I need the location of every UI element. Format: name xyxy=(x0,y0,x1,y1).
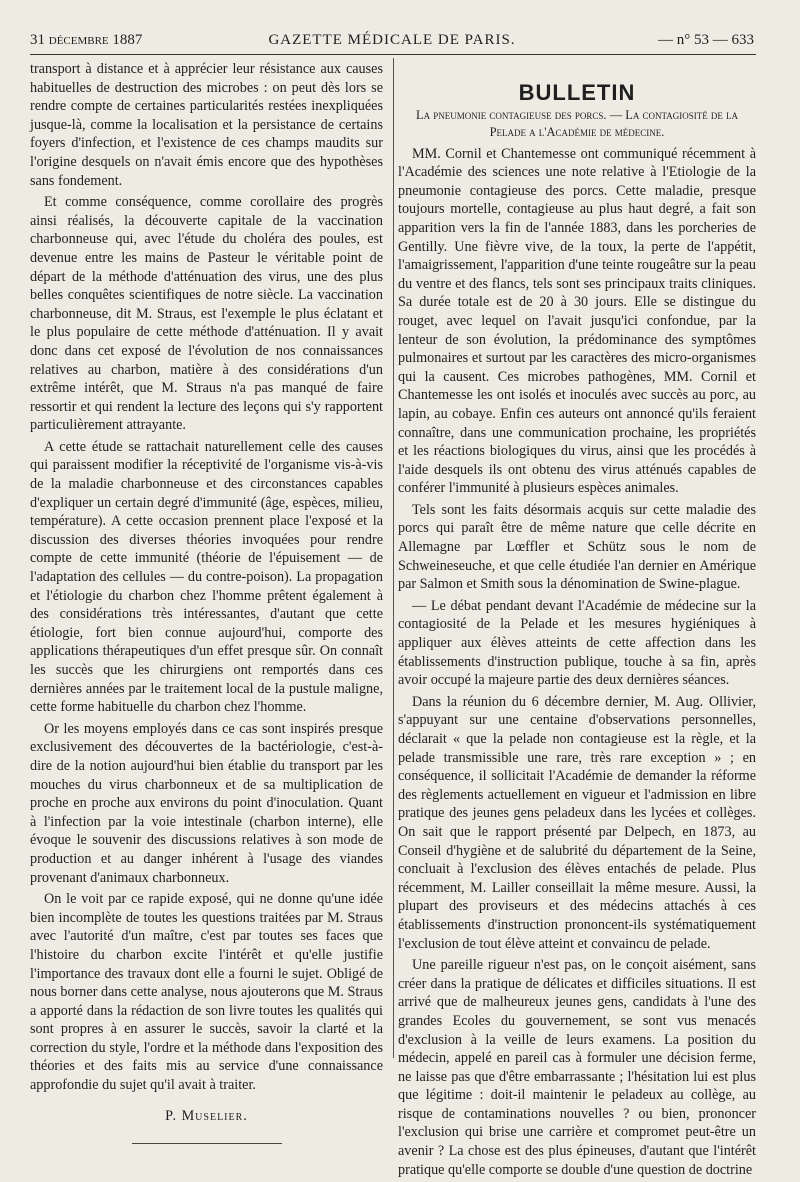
header-rule xyxy=(30,54,756,55)
paragraph: On le voit par ce rapide exposé, qui ne donne qu'une idée bien incomplète de toutes les questions traitées par M. Straus avec l'autorité d'un maître, c'est par toutes ses faces que l'histoire du charbon excite l'intérêt et qu'elle justifie l'importance des travaux dont elle a fourni le sujet. Obligé de nous borner dans cette analyse, nous ajouterons que M. Straus a apporté dans la rédaction de son livre toutes les qualités qui sont propres à en assurer le succès, savoir la clarté et la correction du style, l'ordre et la méthode dans l'exposition des théories et des faits mis au service d'une connaissance approfondie du sujet qu'il avait à traiter. xyxy=(30,891,383,1094)
section-subtitle: La pneumonie contagieuse des porcs. — La contagiosité de la Pelade a l'Académie de médecine. xyxy=(415,107,739,139)
paragraph: MM. Cornil et Chantemesse ont communiqué récemment à l'Académie des sciences une note relative à l'Etiologie de la pneumonie contagieuse des porcs. Cette maladie, presque toujours mortelle, contagieuse au plus haut degré, a fait son apparition vers la fin de l'année 1883, dans les porcheries de Gentilly. Une fièvre vive, de la toux, la perte de l'appétit, l'amaigrissement, l'apparition d'une teinte rougeâtre sur la peau du ventre et des flancs, tels sont ses principaux traits cliniques. Sa durée totale est de 20 à 30 jours. Elle se distingue du rouget, avec lequel on l'avait jusqu'ici confondue, par la lenteur de son évolution, la prédominance des symptômes pulmonaires et surtout par les caractères des micro-organismes qui la causent. Ces microbes pathogènes, MM. Cornil et Chantemesse les ont isolés et inoculés avec succès au porc, au lapin, au cobaye. Enfin ces auteurs ont annoncé qu'ils feraient connaître, dans une communication prochaine, les propriétés et les réactions biologiques du virus, ainsi que les procédés à l'aide desquels ils ont obtenu des virus atténués capables de conférer l'immunité à plusieurs espèces animales. xyxy=(398,145,756,497)
paragraph: Dans la réunion du 6 décembre dernier, M. Aug. Ollivier, s'appuyant sur une centaine d'observations personnelles, déclarait « que la pelade non contagieuse est la règle, et la pelade transmissible une rare, très rare exception » ; en conséquence, il sollicitait l'Académie de demander la réforme des règlements actuellement en vigueur et l'admission en libre pratique des jeunes gens peladeux dans les lycées et collèges. On sait que le rapport présenté par Delpech, en 1873, au Conseil d'hygiène et de salubrité du département de la Seine, concluait à l'exclusion des élèves entachés de pelade. Plus récemment, M. Lailler conseillait la même mesure. Aussi, la plupart des proviseurs et des médecins attachés à ces établissements d'instruction prononcent-ils systématiquement l'exclusion de tout élève atteint et convaincu de pelade. xyxy=(398,693,756,952)
issue-date: 31 décembre 1887 xyxy=(30,32,143,48)
closing-rule xyxy=(132,1143,282,1144)
left-column xyxy=(30,60,383,1144)
paragraph: — Le débat pendant devant l'Académie de médecine sur la contagiosité de la Pelade et les mesures hygiéniques à appliquer aux élèves atteints de cette affection dans les établissements d'instruction publique, touche à sa fin, après avoir occupé la majeure partie des deux dernières séances. xyxy=(398,597,756,689)
section-title: BULLETIN xyxy=(518,80,636,105)
paragraph: Tels sont les faits désormais acquis sur cette maladie des porcs qui paraît être de même nature que celle décrite en Allemagne par Lœffler et Schütz sous le nom de Schweineseuche, et que celle étudiée l'an dernier en Amérique par Salmon et Smith sous la dénomination de Swine-plague. xyxy=(398,501,756,593)
paragraph: A cette étude se rattachait naturellement celle des causes qui paraissent modifier la réceptivité de l'organisme vis-à-vis de la maladie charbonneuse et des circonstances capables d'expliquer un certain degré d'immunité (âge, espèces, milieu, température). A cette occasion prennent place l'exposé et la discussion des diverses théories invoquées pour rendre compte de cette immunité (théorie de l'épuisement — de l'adaptation des cellules — du contre-poison). La propagation et l'étiologie du charbon chez l'homme prêtent également à des considérations très intéressantes, d'autant que cette étiologie, fort bien connue aujourd'hui, comporte des applications thérapeutiques d'un effet presque sûr. On connaît les succès que les chirurgiens ont remportés dans ces dernières années par le traitement local de la pustule maligne, cette forme habituelle du charbon chez l'homme. xyxy=(30,438,383,716)
paragraph: Or les moyens employés dans ce cas sont inspirés presque exclusivement des découvertes de la bactériologie, c'est-à-dire de la notion aujourd'hui bien établie du transport par les mouches du virus charbonneux et de sa multiplication de proche en proche aux environs du point d'inoculation. Quant à l'infection par la voie intestinale (charbon interne), elle évoque le souvenir des discussions relatives à son mode de production et au danger inhérent à l'usage des viandes provenant d'animaux charbonneux. xyxy=(30,720,383,886)
right-column xyxy=(398,60,756,1182)
column-divider xyxy=(393,58,394,1058)
paragraph: Et comme conséquence, comme corollaire des progrès ainsi réalisés, la découverte capitale de la vaccination charbonneuse qui, avec l'étude du choléra des poules, est devenue entre les mains de Pasteur le véritable point de départ de la méthode d'atténuation des virus, une des plus belles conquêtes scientifiques de notre siècle. La vaccination charbonneuse, dit M. Straus, est l'exemple le plus éclatant et le plus populaire de cette méthode d'atténuation. Il y avait donc dans cet exposé de l'évolution de nos connaissances relatives au charbon, matière à des considérations d'un extrême intérêt, que M. Straus n'a pas manqué de faire ressortir et qui rendent la lecture des leçons qui s'y rapportent particulièrement attrayante. xyxy=(30,194,383,434)
author-signature: P. Muselier. xyxy=(165,1107,248,1124)
page-header xyxy=(30,32,754,54)
paragraph: transport à distance et à apprécier leur résistance aux causes habituelles de destruction des microbes : on peut dès lors se rendre compte de certaines particularités restées inexpliquées jusque-là, comme la localisation et la persistance de certains foyers d'infection, et l'existence de ces champs maudits sur l'origine desquels on n'avait émis encore que des hypothèses sans fondement. xyxy=(30,61,383,189)
paragraph: Une pareille rigueur n'est pas, on le conçoit aisément, sans créer dans la pratique de délicates et difficiles situations. Il est arrivé que de malheureux jeunes gens, candidats à l'une des grandes Ecoles du gouvernement, se sont vus menacés d'exclusion à la veille de leurs examens. La position du médecin, appelé en pareil cas à formuler une décision ferme, ne laisse pas que d'être embarrassante ; l'hésitation lui est plus que légitime : doit-il maintenir le peladeux au collège, au risque de contaminations nouvelles ? ou bien, prononcer l'exclusion qui brise une carrière et compromet peut-être un avenir ? La chose est des plus épineuses, d'autant que l'intérêt pratique qu'elle comporte se double d'une question de doctrine xyxy=(398,957,756,1178)
journal-title: GAZETTE MÉDICALE DE PARIS. xyxy=(268,32,516,48)
page-number: — n° 53 — 633 xyxy=(658,32,754,48)
